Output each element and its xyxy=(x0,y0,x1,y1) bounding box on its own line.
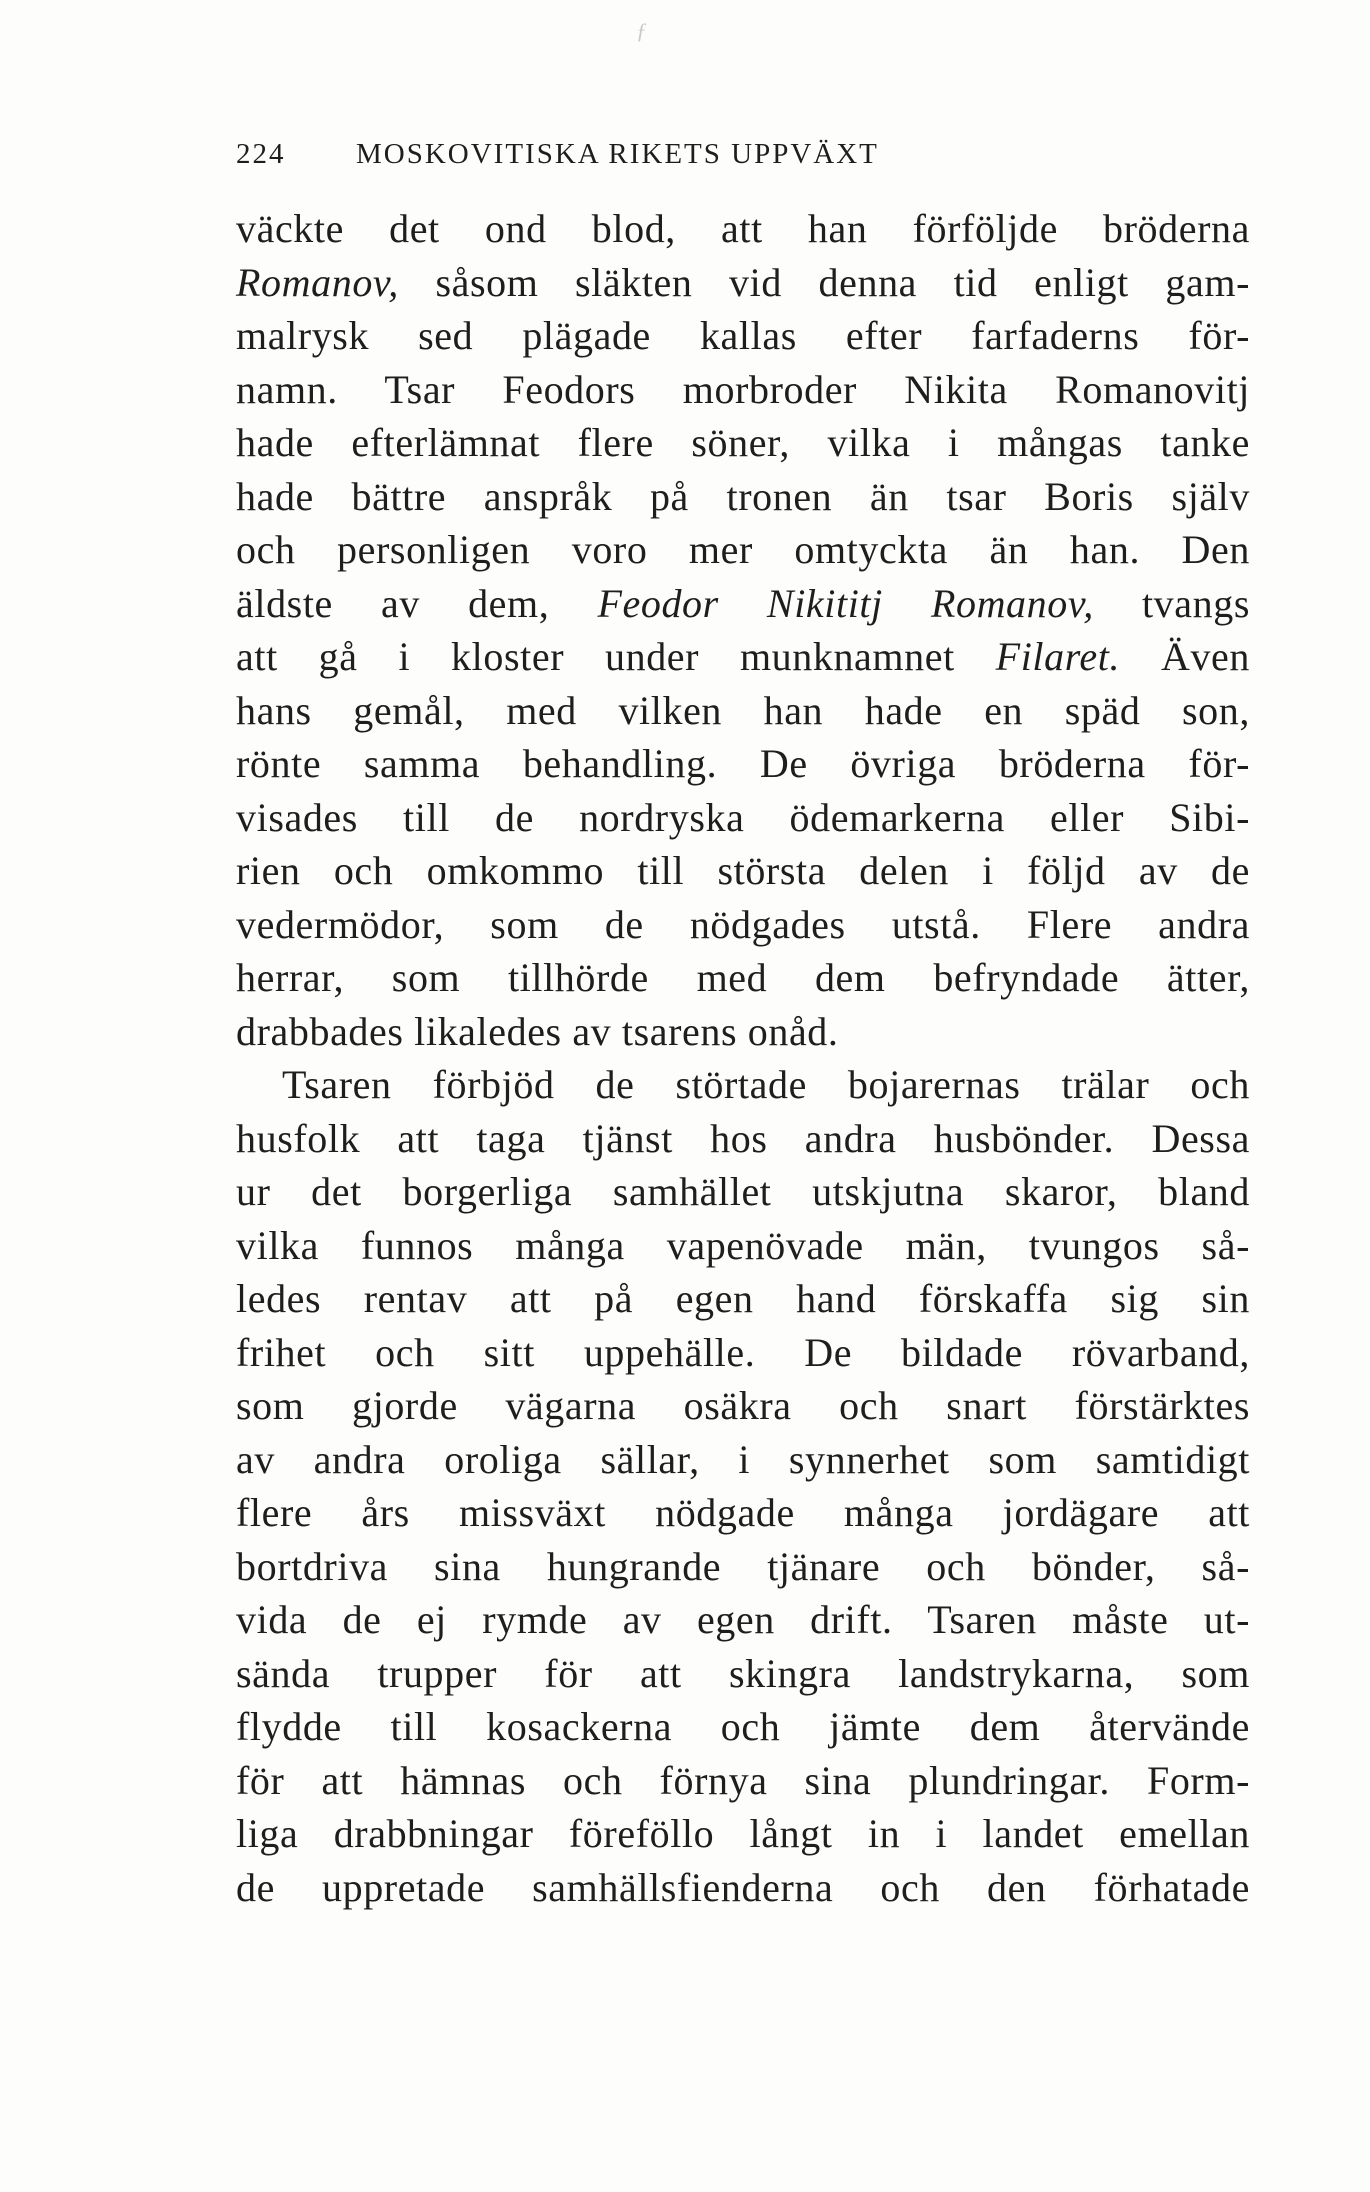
stray-pencil-mark: ƒ xyxy=(636,18,647,43)
text-line xyxy=(236,1433,1250,1487)
text-segment: Även xyxy=(1120,634,1251,679)
page-header xyxy=(236,138,1036,182)
italic-text: Feodor Nikititj Romanov, xyxy=(597,580,1094,626)
text-segment: och personligen voro mer omtyckta än han. Den xyxy=(236,527,1250,572)
text-segment: visades till de nordryska ödemarkerna eller Sibi- xyxy=(236,794,1250,840)
text-line xyxy=(236,309,1250,363)
text-line xyxy=(236,1540,1250,1594)
text-line xyxy=(236,1005,1250,1059)
text-line xyxy=(236,202,1250,256)
text-segment: som gjorde vägarna osäkra och snart förstärktes xyxy=(236,1383,1250,1428)
text-line xyxy=(236,523,1250,577)
text-segment: för att hämnas och förnya sina plundringar. Form- xyxy=(236,1757,1250,1803)
text-line xyxy=(236,1486,1250,1540)
text-segment: sända trupper för att skingra landstrykarna, som xyxy=(236,1650,1250,1696)
text-line xyxy=(236,363,1250,417)
text-segment: rönte samma behandling. De övriga bröderna för- xyxy=(236,741,1250,786)
text-segment: drabbades likaledes av tsarens onåd. xyxy=(236,1008,839,1054)
text-segment: flere års missväxt nödgade många jordägare att xyxy=(236,1490,1250,1535)
text-segment: av andra oroliga sällar, i synnerhet som samtidigt xyxy=(236,1436,1250,1482)
text-line xyxy=(236,791,1250,845)
text-segment: vida de ej rymde av egen drift. Tsaren måste ut- xyxy=(236,1597,1250,1642)
paragraph xyxy=(236,1058,1250,1914)
text-line xyxy=(236,577,1250,631)
body-text xyxy=(236,202,1250,1914)
text-segment: ledes rentav att på egen hand förskaffa sig sin xyxy=(236,1276,1250,1321)
running-title: MOSKOVITISKA RIKETS UPPVÄXT xyxy=(356,138,879,170)
text-segment: äldste av dem, xyxy=(236,580,598,626)
text-line xyxy=(236,1861,1250,1915)
text-line xyxy=(236,898,1250,952)
text-segment: vedermödor, som de nödgades utstå. Flere andra xyxy=(236,901,1250,947)
text-line xyxy=(236,1112,1250,1166)
italic-text: Romanov, xyxy=(236,259,399,305)
text-line xyxy=(236,630,1250,684)
text-segment: herrar, som tillhörde med dem befryndade ätter, xyxy=(236,955,1250,1000)
text-line xyxy=(236,1272,1250,1326)
text-line xyxy=(236,844,1250,898)
text-segment: de uppretade samhällsfienderna och den förhatade xyxy=(236,1864,1250,1910)
text-line xyxy=(236,951,1250,1005)
text-line xyxy=(236,1647,1250,1701)
text-segment: hans gemål, med vilken han hade en späd son, xyxy=(236,687,1250,733)
text-segment: hade efterlämnat flere söner, vilka i mångas tanke xyxy=(236,420,1250,465)
text-segment: vilka funnos många vapenövade män, tvungos så- xyxy=(236,1222,1250,1268)
text-line xyxy=(236,684,1250,738)
text-line xyxy=(236,1754,1250,1808)
text-line xyxy=(236,1379,1250,1433)
text-segment: väckte det ond blod, att han förföljde bröderna xyxy=(236,206,1250,251)
text-segment: malrysk sed plägade kallas efter farfaderns för- xyxy=(236,313,1250,358)
text-line xyxy=(236,256,1250,310)
text-line xyxy=(236,1165,1250,1219)
text-segment: frihet och sitt uppehälle. De bildade rövarband, xyxy=(236,1329,1250,1375)
text-segment: flydde till kosackerna och jämte dem återvände xyxy=(236,1704,1250,1749)
text-segment: ur det borgerliga samhället utskjutna skaror, bland xyxy=(236,1169,1250,1214)
text-line xyxy=(236,1700,1250,1754)
text-segment: tvangs xyxy=(1093,580,1251,626)
page-number: 224 xyxy=(236,138,286,170)
text-segment: rien och omkommo till största delen i följd av de xyxy=(236,848,1250,893)
text-segment: hade bättre anspråk på tronen än tsar Boris själv xyxy=(236,473,1250,519)
text-segment: husfolk att taga tjänst hos andra husbönder. Dessa xyxy=(236,1115,1250,1161)
text-line xyxy=(236,737,1250,791)
text-segment: att gå i kloster under munknamnet xyxy=(236,634,996,679)
text-segment: namn. Tsar Feodors morbroder Nikita Romanovitj xyxy=(236,366,1250,412)
text-segment: Tsaren förbjöd de störtade bojarernas trälar och xyxy=(282,1062,1250,1107)
text-segment: bortdriva sina hungrande tjänare och bönder, så- xyxy=(236,1543,1250,1589)
text-line xyxy=(236,416,1250,470)
text-line xyxy=(236,1807,1250,1861)
text-segment: liga drabbningar föreföllo långt in i landet emellan xyxy=(236,1811,1250,1856)
text-segment: såsom släkten vid denna tid enligt gam- xyxy=(398,259,1250,305)
text-line xyxy=(236,470,1250,524)
paragraph xyxy=(236,202,1250,1058)
italic-text: Filaret. xyxy=(995,634,1121,679)
text-line xyxy=(236,1326,1250,1380)
text-line xyxy=(236,1593,1250,1647)
text-line xyxy=(236,1058,1250,1112)
text-line xyxy=(236,1219,1250,1273)
